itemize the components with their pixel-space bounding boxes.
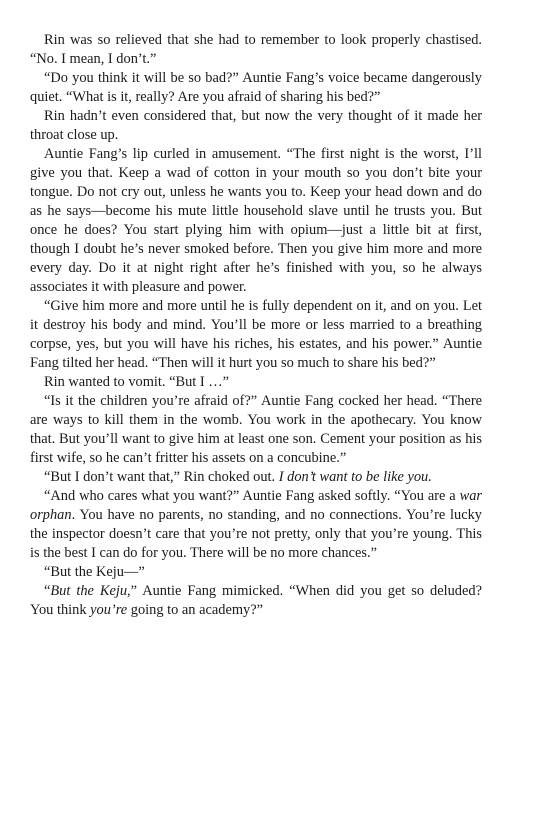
paragraph xyxy=(30,145,482,297)
text-run: “And who cares what you want?” Auntie Fang asked softly. “You are a xyxy=(44,488,460,504)
paragraph xyxy=(30,31,482,69)
paragraph xyxy=(30,582,482,620)
text-run: “ xyxy=(44,583,51,599)
text-run: Auntie Fang’s lip curled in amusement. “The first night is the worst, I’ll give you that. Keep a wad of cotton in your mouth so you don’t bite your tongue. Do not cry out, unless he wants you to. Keep your head down and do as he says—become his mute little household slave until he trusts you. But once he does? You start plying him with opium—just a little bit at first, though I doubt he’s never smoked before. Then you give him more and more every day. Do it at night right after he’s finished with you, so he always associates it with pleasure and power. xyxy=(30,146,482,295)
text-run: “Give him more and more until he is fully dependent on it, and on you. Let it destroy his body and mind. You’ll be more or less married to a breathing corpse, yes, but you will have his riches, his estates, and his power.” Auntie Fang tilted her head. “Then will it hurt you so much to share his bed?” xyxy=(30,298,482,371)
text-run: ,” Auntie Fang mimicked. “When did you get so deluded? You think xyxy=(30,583,482,618)
italic-text: But the Keju xyxy=(50,583,128,599)
text-run: “But I don’t want that,” Rin choked out. xyxy=(44,469,279,485)
paragraph xyxy=(30,297,482,373)
text-run: Rin hadn’t even considered that, but now the very thought of it made her throat close up. xyxy=(30,108,482,143)
text-run: “Do you think it will be so bad?” Auntie Fang’s voice became dangerously quiet. “What is it, really? Are you afraid of sharing his bed?” xyxy=(30,70,482,105)
text-run: . You have no parents, no standing, and no connections. You’re lucky the inspector doesn’t care that you’re not pretty, only that you’re young. This is the best I can do for you. There will be no more chances.” xyxy=(30,507,482,561)
italic-text: you’re xyxy=(90,602,128,618)
text-run: Rin was so relieved that she had to remember to look properly chastised. “No. I mean, I don’t.” xyxy=(30,32,482,67)
text-run: going to an academy?” xyxy=(127,602,264,618)
paragraph xyxy=(30,392,482,468)
italic-text: war orphan xyxy=(30,488,482,523)
text-run: Rin wanted to vomit. “But I …” xyxy=(44,374,230,390)
paragraph xyxy=(30,69,482,107)
text-run: “Is it the children you’re afraid of?” Auntie Fang cocked her head. “There are ways to kill them in the womb. You work in the apothecary. You know that. But you’ll want to give him at least one son. Cement your position as his first wife, so he can’t fritter his assets on a concubine.” xyxy=(30,393,482,466)
paragraph xyxy=(30,373,482,392)
paragraph xyxy=(30,468,482,487)
paragraph xyxy=(30,563,482,582)
book-page xyxy=(30,31,482,620)
text-run: “But the Keju—” xyxy=(44,564,145,580)
paragraph xyxy=(30,107,482,145)
italic-text: I don’t want to be like you. xyxy=(278,469,432,485)
paragraph xyxy=(30,487,482,563)
